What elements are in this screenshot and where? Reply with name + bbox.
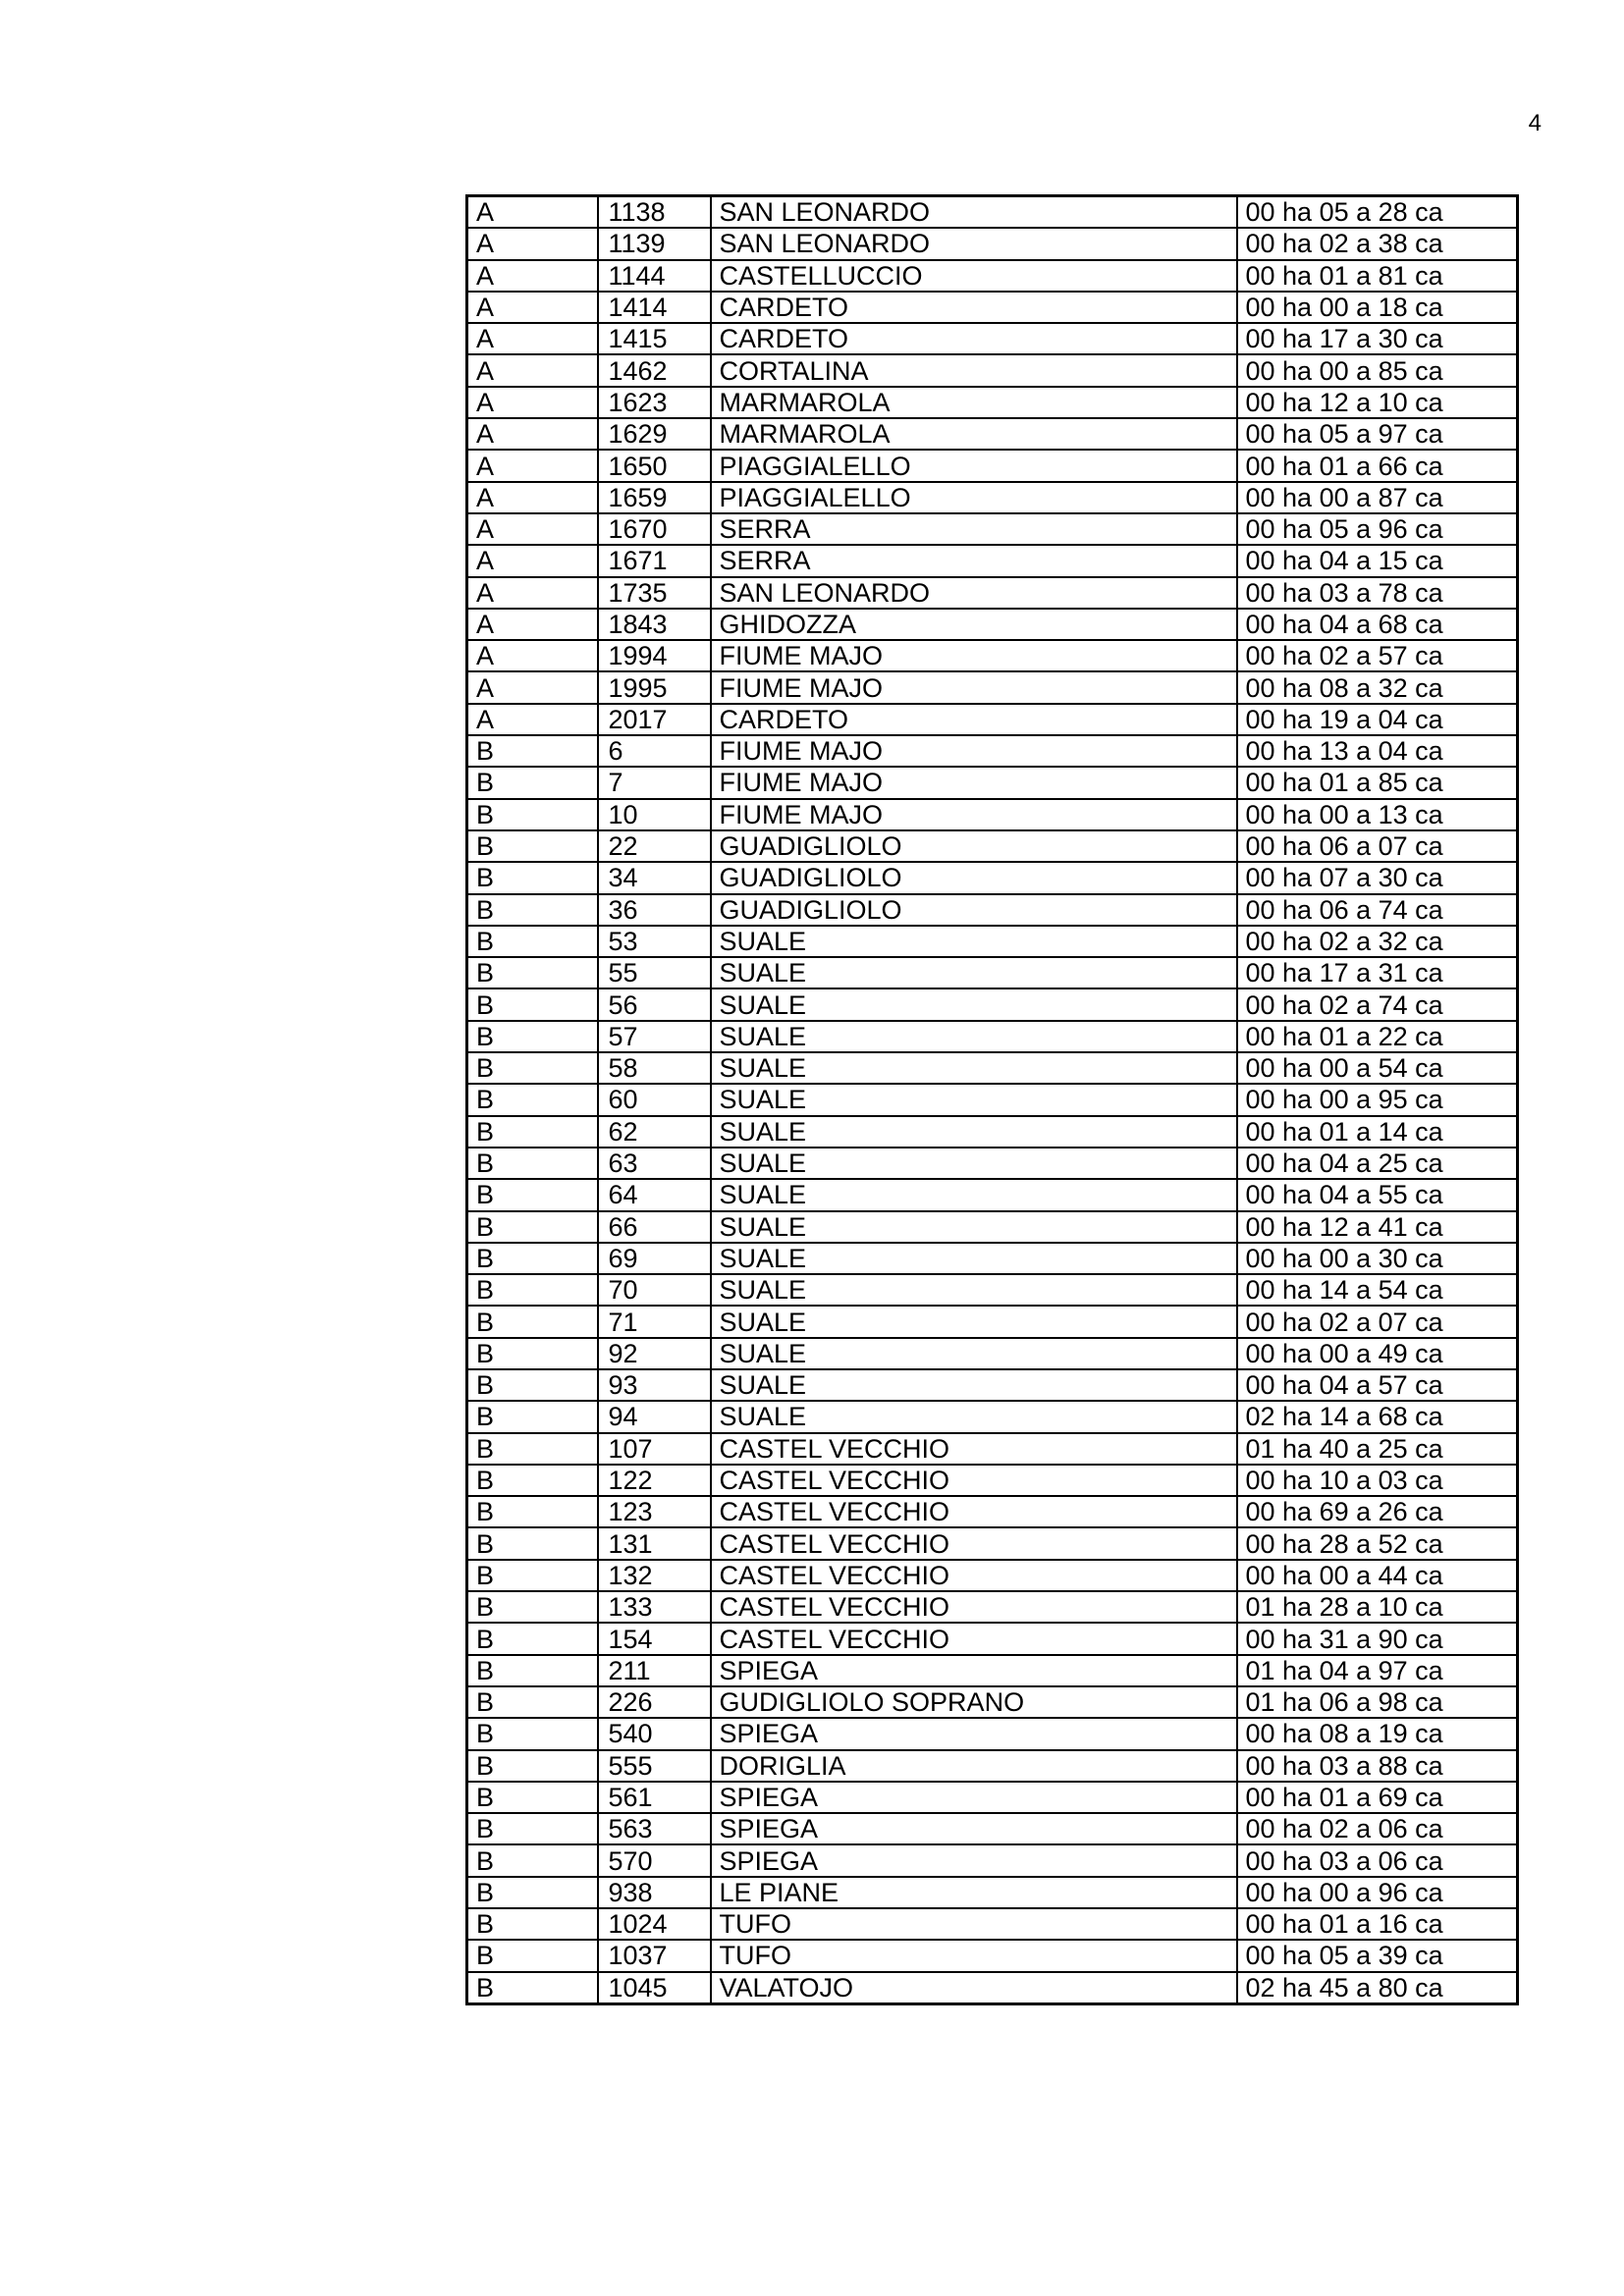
particella-cell: 94 (598, 1401, 711, 1432)
superficie-cell: 00 ha 02 a 57 ca (1237, 640, 1518, 671)
particella-cell: 1670 (598, 513, 711, 545)
particella-cell: 57 (598, 1021, 711, 1052)
localita-cell: LE PIANE (711, 1877, 1237, 1908)
table-row (467, 1021, 1518, 1052)
superficie-cell: 00 ha 01 a 22 ca (1237, 1021, 1518, 1052)
table-row (467, 545, 1518, 576)
table-row (467, 1496, 1518, 1527)
table-row (467, 1433, 1518, 1465)
localita-cell: CARDETO (711, 704, 1237, 735)
table-row (467, 1338, 1518, 1369)
superficie-cell: 00 ha 04 a 68 ca (1237, 609, 1518, 640)
table-row (467, 450, 1518, 481)
table-row (467, 671, 1518, 703)
foglio-cell: A (467, 609, 598, 640)
foglio-cell: B (467, 1179, 598, 1210)
particella-cell: 154 (598, 1623, 711, 1654)
superficie-cell: 00 ha 01 a 69 ca (1237, 1782, 1518, 1813)
foglio-cell: B (467, 1243, 598, 1274)
table-row (467, 1179, 1518, 1210)
foglio-cell: B (467, 1844, 598, 1876)
superficie-cell: 00 ha 03 a 78 ca (1237, 577, 1518, 609)
foglio-cell: B (467, 1908, 598, 1940)
table-row (467, 1782, 1518, 1813)
foglio-cell: B (467, 1274, 598, 1306)
superficie-cell: 00 ha 04 a 15 ca (1237, 545, 1518, 576)
localita-cell: FIUME MAJO (711, 799, 1237, 830)
localita-cell: GUADIGLIOLO (711, 894, 1237, 926)
foglio-cell: B (467, 1369, 598, 1401)
superficie-cell: 00 ha 02 a 07 ca (1237, 1306, 1518, 1337)
parcel-table (465, 194, 1519, 2005)
localita-cell: SUALE (711, 1401, 1237, 1432)
table-row (467, 1844, 1518, 1876)
parcel-table-body (467, 196, 1518, 2004)
table-row (467, 1084, 1518, 1115)
superficie-cell: 00 ha 06 a 07 ca (1237, 830, 1518, 862)
table-row (467, 1211, 1518, 1243)
superficie-cell: 00 ha 00 a 96 ca (1237, 1877, 1518, 1908)
localita-cell: FIUME MAJO (711, 735, 1237, 767)
particella-cell: 1843 (598, 609, 711, 640)
localita-cell: SUALE (711, 926, 1237, 957)
foglio-cell: B (467, 1116, 598, 1148)
superficie-cell: 00 ha 05 a 97 ca (1237, 418, 1518, 450)
table-row (467, 292, 1518, 323)
localita-cell: CASTEL VECCHIO (711, 1465, 1237, 1496)
superficie-cell: 00 ha 00 a 54 ca (1237, 1052, 1518, 1084)
superficie-cell: 00 ha 01 a 14 ca (1237, 1116, 1518, 1148)
superficie-cell: 00 ha 00 a 30 ca (1237, 1243, 1518, 1274)
localita-cell: PIAGGIALELLO (711, 450, 1237, 481)
particella-cell: 34 (598, 862, 711, 893)
localita-cell: FIUME MAJO (711, 671, 1237, 703)
superficie-cell: 00 ha 00 a 85 ca (1237, 354, 1518, 386)
localita-cell: SUALE (711, 1243, 1237, 1274)
table-row (467, 1908, 1518, 1940)
localita-cell: CASTEL VECCHIO (711, 1527, 1237, 1559)
table-row (467, 513, 1518, 545)
foglio-cell: A (467, 450, 598, 481)
table-row (467, 1718, 1518, 1749)
table-row (467, 1686, 1518, 1718)
particella-cell: 1037 (598, 1940, 711, 1971)
particella-cell: 561 (598, 1782, 711, 1813)
table-row (467, 1243, 1518, 1274)
localita-cell: SUALE (711, 1179, 1237, 1210)
particella-cell: 70 (598, 1274, 711, 1306)
foglio-cell: B (467, 1148, 598, 1179)
superficie-cell: 00 ha 02 a 74 ca (1237, 988, 1518, 1020)
particella-cell: 69 (598, 1243, 711, 1274)
foglio-cell: B (467, 988, 598, 1020)
table-row (467, 354, 1518, 386)
localita-cell: CARDETO (711, 323, 1237, 354)
particella-cell: 10 (598, 799, 711, 830)
foglio-cell: B (467, 1940, 598, 1971)
foglio-cell: B (467, 799, 598, 830)
superficie-cell: 00 ha 07 a 30 ca (1237, 862, 1518, 893)
foglio-cell: A (467, 228, 598, 259)
superficie-cell: 00 ha 00 a 95 ca (1237, 1084, 1518, 1115)
table-row (467, 988, 1518, 1020)
superficie-cell: 00 ha 12 a 41 ca (1237, 1211, 1518, 1243)
particella-cell: 1415 (598, 323, 711, 354)
localita-cell: SAN LEONARDO (711, 228, 1237, 259)
foglio-cell: B (467, 1877, 598, 1908)
superficie-cell: 00 ha 08 a 19 ca (1237, 1718, 1518, 1749)
foglio-cell: A (467, 545, 598, 576)
superficie-cell: 00 ha 28 a 52 ca (1237, 1527, 1518, 1559)
superficie-cell: 00 ha 06 a 74 ca (1237, 894, 1518, 926)
table-row (467, 577, 1518, 609)
localita-cell: SUALE (711, 1274, 1237, 1306)
particella-cell: 63 (598, 1148, 711, 1179)
localita-cell: VALATOJO (711, 1972, 1237, 2004)
localita-cell: SUALE (711, 1021, 1237, 1052)
foglio-cell: B (467, 1306, 598, 1337)
localita-cell: SUALE (711, 1052, 1237, 1084)
table-row (467, 1877, 1518, 1908)
particella-cell: 1138 (598, 196, 711, 229)
superficie-cell: 02 ha 45 a 80 ca (1237, 1972, 1518, 2004)
table-row (467, 830, 1518, 862)
particella-cell: 563 (598, 1813, 711, 1844)
superficie-cell: 00 ha 02 a 32 ca (1237, 926, 1518, 957)
localita-cell: SPIEGA (711, 1782, 1237, 1813)
table-row (467, 957, 1518, 988)
localita-cell: GHIDOZZA (711, 609, 1237, 640)
foglio-cell: B (467, 926, 598, 957)
localita-cell: CASTEL VECCHIO (711, 1591, 1237, 1623)
particella-cell: 131 (598, 1527, 711, 1559)
localita-cell: SPIEGA (711, 1844, 1237, 1876)
table-row (467, 1274, 1518, 1306)
superficie-cell: 00 ha 00 a 13 ca (1237, 799, 1518, 830)
foglio-cell: B (467, 1623, 598, 1654)
superficie-cell: 00 ha 08 a 32 ca (1237, 671, 1518, 703)
particella-cell: 66 (598, 1211, 711, 1243)
superficie-cell: 00 ha 01 a 66 ca (1237, 450, 1518, 481)
superficie-cell: 00 ha 04 a 55 ca (1237, 1179, 1518, 1210)
particella-cell: 1995 (598, 671, 711, 703)
foglio-cell: A (467, 671, 598, 703)
localita-cell: CASTEL VECCHIO (711, 1623, 1237, 1654)
localita-cell: CASTELLUCCIO (711, 260, 1237, 292)
superficie-cell: 00 ha 01 a 85 ca (1237, 767, 1518, 798)
foglio-cell: A (467, 196, 598, 229)
foglio-cell: B (467, 1496, 598, 1527)
particella-cell: 7 (598, 767, 711, 798)
particella-cell: 6 (598, 735, 711, 767)
localita-cell: SUALE (711, 1148, 1237, 1179)
superficie-cell: 00 ha 01 a 16 ca (1237, 1908, 1518, 1940)
localita-cell: SPIEGA (711, 1813, 1237, 1844)
table-row (467, 1369, 1518, 1401)
localita-cell: FIUME MAJO (711, 640, 1237, 671)
particella-cell: 1659 (598, 482, 711, 513)
localita-cell: SAN LEONARDO (711, 196, 1237, 229)
particella-cell: 92 (598, 1338, 711, 1369)
superficie-cell: 00 ha 04 a 57 ca (1237, 1369, 1518, 1401)
localita-cell: SUALE (711, 1211, 1237, 1243)
superficie-cell: 00 ha 31 a 90 ca (1237, 1623, 1518, 1654)
particella-cell: 1414 (598, 292, 711, 323)
table-row (467, 1116, 1518, 1148)
localita-cell: CASTEL VECCHIO (711, 1433, 1237, 1465)
localita-cell: DORIGLIA (711, 1750, 1237, 1782)
foglio-cell: B (467, 1052, 598, 1084)
table-row (467, 799, 1518, 830)
superficie-cell: 01 ha 04 a 97 ca (1237, 1655, 1518, 1686)
table-row (467, 1972, 1518, 2004)
superficie-cell: 00 ha 19 a 04 ca (1237, 704, 1518, 735)
particella-cell: 133 (598, 1591, 711, 1623)
table-row (467, 228, 1518, 259)
particella-cell: 58 (598, 1052, 711, 1084)
foglio-cell: B (467, 1972, 598, 2004)
particella-cell: 64 (598, 1179, 711, 1210)
particella-cell: 22 (598, 830, 711, 862)
particella-cell: 53 (598, 926, 711, 957)
foglio-cell: B (467, 1465, 598, 1496)
localita-cell: CASTEL VECCHIO (711, 1496, 1237, 1527)
table-row (467, 1527, 1518, 1559)
foglio-cell: B (467, 1560, 598, 1591)
localita-cell: SERRA (711, 545, 1237, 576)
localita-cell: CASTEL VECCHIO (711, 1560, 1237, 1591)
foglio-cell: A (467, 387, 598, 418)
foglio-cell: A (467, 513, 598, 545)
table-row (467, 418, 1518, 450)
table-row (467, 1401, 1518, 1432)
foglio-cell: B (467, 957, 598, 988)
table-row (467, 704, 1518, 735)
superficie-cell: 00 ha 04 a 25 ca (1237, 1148, 1518, 1179)
foglio-cell: B (467, 1401, 598, 1432)
localita-cell: SUALE (711, 988, 1237, 1020)
particella-cell: 938 (598, 1877, 711, 1908)
foglio-cell: B (467, 1813, 598, 1844)
superficie-cell: 00 ha 05 a 28 ca (1237, 196, 1518, 229)
superficie-cell: 00 ha 00 a 87 ca (1237, 482, 1518, 513)
localita-cell: GUDIGLIOLO SOPRANO (711, 1686, 1237, 1718)
particella-cell: 1629 (598, 418, 711, 450)
foglio-cell: B (467, 1718, 598, 1749)
superficie-cell: 00 ha 69 a 26 ca (1237, 1496, 1518, 1527)
superficie-cell: 00 ha 13 a 04 ca (1237, 735, 1518, 767)
particella-cell: 132 (598, 1560, 711, 1591)
superficie-cell: 00 ha 10 a 03 ca (1237, 1465, 1518, 1496)
foglio-cell: B (467, 1338, 598, 1369)
foglio-cell: B (467, 830, 598, 862)
localita-cell: FIUME MAJO (711, 767, 1237, 798)
foglio-cell: A (467, 704, 598, 735)
localita-cell: SUALE (711, 957, 1237, 988)
table-row (467, 1591, 1518, 1623)
particella-cell: 211 (598, 1655, 711, 1686)
localita-cell: SUALE (711, 1338, 1237, 1369)
localita-cell: SUALE (711, 1369, 1237, 1401)
particella-cell: 1735 (598, 577, 711, 609)
foglio-cell: A (467, 260, 598, 292)
foglio-cell: A (467, 292, 598, 323)
particella-cell: 123 (598, 1496, 711, 1527)
table-row (467, 323, 1518, 354)
table-row (467, 387, 1518, 418)
foglio-cell: A (467, 323, 598, 354)
superficie-cell: 02 ha 14 a 68 ca (1237, 1401, 1518, 1432)
table-row (467, 1052, 1518, 1084)
table-row (467, 926, 1518, 957)
foglio-cell: B (467, 1782, 598, 1813)
localita-cell: SERRA (711, 513, 1237, 545)
localita-cell: SPIEGA (711, 1655, 1237, 1686)
particella-cell: 2017 (598, 704, 711, 735)
foglio-cell: B (467, 862, 598, 893)
foglio-cell: B (467, 894, 598, 926)
foglio-cell: B (467, 767, 598, 798)
superficie-cell: 00 ha 05 a 39 ca (1237, 1940, 1518, 1971)
localita-cell: SUALE (711, 1306, 1237, 1337)
table-row (467, 1750, 1518, 1782)
table-row (467, 609, 1518, 640)
particella-cell: 1139 (598, 228, 711, 259)
superficie-cell: 00 ha 12 a 10 ca (1237, 387, 1518, 418)
particella-cell: 107 (598, 1433, 711, 1465)
superficie-cell: 00 ha 01 a 81 ca (1237, 260, 1518, 292)
particella-cell: 71 (598, 1306, 711, 1337)
superficie-cell: 00 ha 00 a 18 ca (1237, 292, 1518, 323)
superficie-cell: 00 ha 03 a 88 ca (1237, 1750, 1518, 1782)
particella-cell: 1623 (598, 387, 711, 418)
foglio-cell: B (467, 1591, 598, 1623)
localita-cell: SPIEGA (711, 1718, 1237, 1749)
foglio-cell: A (467, 577, 598, 609)
superficie-cell: 00 ha 17 a 31 ca (1237, 957, 1518, 988)
localita-cell: CORTALINA (711, 354, 1237, 386)
particella-cell: 1144 (598, 260, 711, 292)
foglio-cell: B (467, 1655, 598, 1686)
particella-cell: 540 (598, 1718, 711, 1749)
localita-cell: SUALE (711, 1084, 1237, 1115)
superficie-cell: 01 ha 06 a 98 ca (1237, 1686, 1518, 1718)
table-row (467, 1940, 1518, 1971)
localita-cell: GUADIGLIOLO (711, 862, 1237, 893)
foglio-cell: B (467, 1750, 598, 1782)
foglio-cell: A (467, 418, 598, 450)
foglio-cell: A (467, 640, 598, 671)
foglio-cell: B (467, 735, 598, 767)
superficie-cell: 00 ha 05 a 96 ca (1237, 513, 1518, 545)
particella-cell: 555 (598, 1750, 711, 1782)
foglio-cell: A (467, 354, 598, 386)
particella-cell: 1024 (598, 1908, 711, 1940)
localita-cell: TUFO (711, 1908, 1237, 1940)
particella-cell: 93 (598, 1369, 711, 1401)
localita-cell: CARDETO (711, 292, 1237, 323)
localita-cell: PIAGGIALELLO (711, 482, 1237, 513)
foglio-cell: B (467, 1433, 598, 1465)
particella-cell: 1462 (598, 354, 711, 386)
localita-cell: GUADIGLIOLO (711, 830, 1237, 862)
table-row (467, 1813, 1518, 1844)
superficie-cell: 00 ha 00 a 44 ca (1237, 1560, 1518, 1591)
particella-cell: 226 (598, 1686, 711, 1718)
superficie-cell: 00 ha 02 a 38 ca (1237, 228, 1518, 259)
foglio-cell: A (467, 482, 598, 513)
particella-cell: 122 (598, 1465, 711, 1496)
particella-cell: 62 (598, 1116, 711, 1148)
localita-cell: TUFO (711, 1940, 1237, 1971)
table-row (467, 640, 1518, 671)
particella-cell: 60 (598, 1084, 711, 1115)
table-row (467, 1465, 1518, 1496)
superficie-cell: 00 ha 03 a 06 ca (1237, 1844, 1518, 1876)
table-row (467, 862, 1518, 893)
table-row (467, 1560, 1518, 1591)
superficie-cell: 01 ha 40 a 25 ca (1237, 1433, 1518, 1465)
table-row (467, 894, 1518, 926)
table-row (467, 735, 1518, 767)
localita-cell: SAN LEONARDO (711, 577, 1237, 609)
table-row (467, 1623, 1518, 1654)
particella-cell: 570 (598, 1844, 711, 1876)
table-row (467, 767, 1518, 798)
particella-cell: 1671 (598, 545, 711, 576)
localita-cell: MARMAROLA (711, 387, 1237, 418)
foglio-cell: B (467, 1527, 598, 1559)
superficie-cell: 00 ha 00 a 49 ca (1237, 1338, 1518, 1369)
superficie-cell: 00 ha 02 a 06 ca (1237, 1813, 1518, 1844)
particella-cell: 1650 (598, 450, 711, 481)
foglio-cell: B (467, 1021, 598, 1052)
foglio-cell: B (467, 1084, 598, 1115)
table-row (467, 1148, 1518, 1179)
localita-cell: MARMAROLA (711, 418, 1237, 450)
table-row (467, 1306, 1518, 1337)
table-row (467, 1655, 1518, 1686)
foglio-cell: B (467, 1211, 598, 1243)
particella-cell: 56 (598, 988, 711, 1020)
superficie-cell: 01 ha 28 a 10 ca (1237, 1591, 1518, 1623)
particella-cell: 1045 (598, 1972, 711, 2004)
table-row (467, 482, 1518, 513)
table-row (467, 196, 1518, 229)
localita-cell: SUALE (711, 1116, 1237, 1148)
particella-cell: 36 (598, 894, 711, 926)
superficie-cell: 00 ha 14 a 54 ca (1237, 1274, 1518, 1306)
superficie-cell: 00 ha 17 a 30 ca (1237, 323, 1518, 354)
particella-cell: 1994 (598, 640, 711, 671)
table-row (467, 260, 1518, 292)
page-number: 4 (1528, 110, 1542, 136)
particella-cell: 55 (598, 957, 711, 988)
foglio-cell: B (467, 1686, 598, 1718)
